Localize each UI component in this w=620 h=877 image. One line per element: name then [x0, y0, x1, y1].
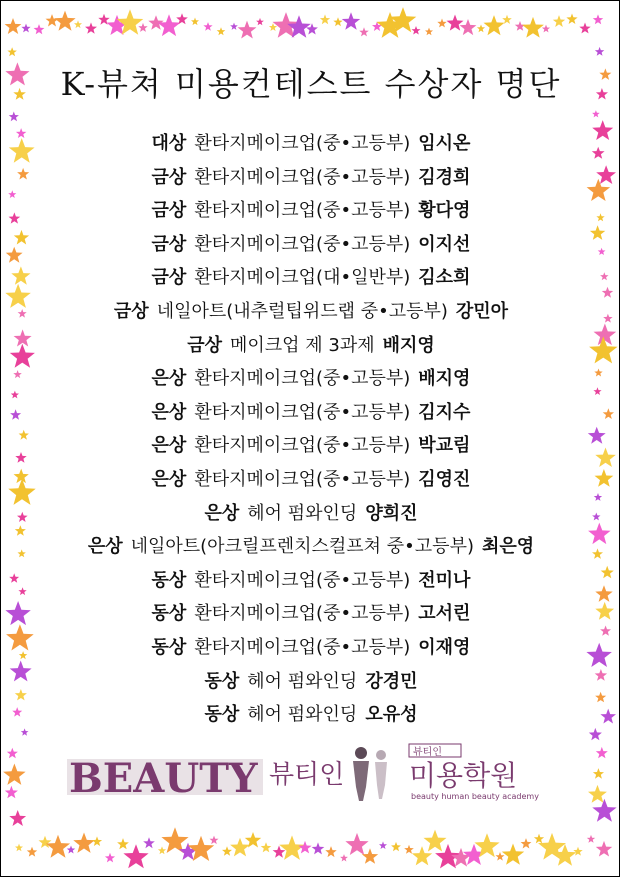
star-icon	[391, 842, 401, 851]
list-item	[21, 631, 601, 665]
star-icon	[230, 838, 250, 857]
star-icon	[447, 15, 464, 31]
award-label: 금상	[151, 200, 187, 222]
star-icon	[602, 287, 613, 298]
star-icon	[105, 853, 115, 863]
star-icon	[553, 15, 565, 27]
star-icon	[573, 847, 582, 856]
category-label: 환타지메이크업(중•고등부)	[194, 636, 411, 658]
star-icon	[502, 15, 512, 24]
category-label: 환타지메이크업(대•일반부)	[194, 267, 411, 289]
category-label: 헤어 펌와인딩	[247, 704, 358, 726]
star-icon	[123, 844, 148, 868]
logo-brand-text: BEAUTY	[69, 755, 258, 802]
star-icon	[600, 272, 608, 280]
star-icon	[601, 566, 614, 579]
star-icon	[7, 748, 18, 759]
list-item	[21, 429, 601, 463]
category-label: 환타지메이크업(중•고등부)	[194, 468, 411, 490]
star-icon	[342, 12, 360, 29]
star-icon	[333, 17, 342, 26]
logo-badge-text: 뷰티인	[413, 747, 442, 758]
winner-name: 최은영	[481, 536, 535, 558]
star-icon	[379, 841, 387, 849]
list-item	[21, 261, 601, 295]
list-item	[21, 463, 601, 497]
list-item	[21, 597, 601, 631]
star-icon	[138, 23, 147, 32]
winner-name: 전미나	[418, 569, 471, 591]
star-icon	[203, 22, 212, 31]
winner-name: 강경민	[365, 670, 418, 692]
award-label: 은상	[151, 368, 187, 390]
star-icon	[210, 836, 219, 845]
list-item	[21, 127, 601, 161]
academy-logo	[63, 739, 561, 803]
category-label: 환타지메이크업(중•고등부)	[194, 603, 411, 625]
star-icon	[222, 846, 232, 855]
category-label: 환타지메이크업(중•고등부)	[194, 166, 411, 188]
award-label: 은상	[151, 401, 187, 423]
star-icon	[27, 847, 37, 857]
winner-name: 배지영	[382, 334, 435, 356]
star-icon	[46, 14, 59, 26]
award-label: 은상	[151, 468, 187, 490]
star-icon	[437, 19, 446, 28]
list-item	[21, 564, 601, 598]
star-icon	[593, 14, 603, 24]
list-item	[21, 497, 601, 531]
star-icon	[54, 11, 75, 31]
award-label: 금상	[151, 166, 187, 188]
list-item	[21, 665, 601, 699]
list-item	[21, 329, 601, 363]
winner-name: 김경희	[418, 166, 471, 188]
star-icon	[477, 25, 485, 33]
winner-name: 오유성	[365, 704, 418, 726]
list-item	[21, 698, 601, 732]
winner-name: 고서린	[418, 603, 471, 625]
star-icon	[5, 18, 22, 34]
star-icon	[521, 838, 532, 848]
winner-name: 황다영	[418, 200, 471, 222]
star-icon	[593, 768, 604, 779]
star-icon	[10, 409, 21, 420]
award-label: 동상	[151, 569, 187, 591]
star-icon	[312, 842, 325, 854]
winner-name: 양희진	[365, 502, 418, 524]
star-icon	[579, 23, 590, 34]
star-icon	[143, 837, 155, 848]
star-icon	[359, 27, 369, 36]
star-icon	[92, 836, 102, 846]
star-icon	[74, 20, 82, 28]
star-icon	[325, 846, 336, 857]
award-label: 동상	[151, 636, 187, 658]
award-label: 은상	[87, 536, 123, 558]
star-icon	[7, 47, 17, 56]
category-label: 환타지메이크업(중•고등부)	[194, 233, 411, 255]
award-label: 동상	[204, 670, 240, 692]
list-item	[21, 362, 601, 396]
award-label: 금상	[113, 300, 149, 322]
star-icon	[15, 844, 23, 852]
star-icon	[158, 846, 166, 854]
award-label: 동상	[204, 704, 240, 726]
star-icon	[522, 17, 544, 38]
category-label: 헤어 펌와인딩	[247, 670, 358, 692]
star-icon	[238, 21, 257, 39]
star-icon	[362, 848, 378, 864]
winner-name: 박교림	[418, 435, 471, 457]
winner-name: 김소희	[418, 267, 471, 289]
star-icon	[191, 18, 199, 26]
award-label: 동상	[151, 603, 187, 625]
page-title: K-뷰쳐 미용컨테스트 수상자 명단	[60, 65, 562, 103]
list-item	[21, 161, 601, 195]
star-icon	[566, 14, 577, 25]
list-item	[21, 295, 601, 329]
star-icon	[261, 842, 272, 852]
star-icon	[11, 391, 19, 399]
award-label: 금상	[151, 233, 187, 255]
category-label: 환타지메이크업(중•고등부)	[194, 569, 411, 591]
winner-name: 배지영	[418, 368, 471, 390]
star-icon	[596, 841, 612, 857]
star-icon	[600, 626, 611, 636]
star-icon	[117, 838, 129, 849]
category-label: 네일아트(아크릴프렌치스컬프쳐 중•고등부)	[130, 536, 474, 558]
winner-list	[21, 127, 601, 732]
list-item	[21, 194, 601, 228]
star-icon	[603, 408, 614, 419]
star-icon	[5, 786, 18, 799]
star-icon	[542, 25, 550, 33]
star-icon	[9, 112, 19, 122]
star-icon	[412, 26, 421, 35]
winner-name: 이재영	[418, 636, 471, 658]
list-item	[21, 396, 601, 430]
category-label: 환타지메이크업(중•고등부)	[194, 200, 411, 222]
award-label: 은상	[151, 435, 187, 457]
logo-korean-left: 뷰티인	[269, 760, 345, 790]
category-label: 네일아트(내추럴팁위드랩 중•고등부)	[156, 300, 448, 322]
star-icon	[404, 845, 414, 854]
award-label: 대상	[151, 133, 187, 154]
star-icon	[230, 23, 238, 30]
award-label: 은상	[204, 502, 240, 524]
star-icon	[484, 15, 505, 35]
star-icon	[21, 24, 30, 33]
star-icon	[496, 852, 505, 861]
star-icon	[425, 28, 433, 36]
category-label: 메이크업 제 3과제	[229, 334, 375, 356]
star-icon	[9, 573, 19, 583]
star-icon	[9, 212, 21, 223]
star-icon	[603, 314, 612, 323]
category-label: 환타지메이크업(중•고등부)	[194, 401, 411, 423]
star-icon	[46, 835, 70, 858]
category-label: 환타지메이크업(중•고등부)	[194, 435, 411, 457]
star-icon	[3, 764, 26, 785]
star-icon	[73, 833, 94, 853]
star-icon	[424, 830, 447, 852]
winner-name: 임시온	[418, 133, 471, 154]
star-icon	[595, 47, 604, 56]
winner-name: 강민아	[455, 300, 509, 322]
list-item	[21, 228, 601, 262]
star-icon	[502, 844, 524, 865]
star-icon	[67, 846, 75, 854]
star-icon	[534, 834, 544, 844]
star-icon	[592, 799, 616, 822]
logo-tagline: beauty human beauty academy	[411, 792, 539, 801]
logo-korean-right: 미용학원	[409, 759, 518, 792]
winner-name: 김지수	[418, 401, 471, 423]
star-icon	[587, 835, 595, 843]
award-label: 금상	[187, 334, 222, 356]
star-icon	[345, 833, 368, 855]
star-icon	[256, 18, 264, 25]
star-icon	[340, 854, 348, 861]
category-label: 환타지메이크업(중•고등부)	[194, 133, 411, 154]
star-icon	[85, 22, 97, 33]
list-item	[21, 530, 601, 564]
winner-name: 이지선	[418, 233, 471, 255]
star-icon	[600, 709, 616, 724]
star-icon	[34, 24, 45, 34]
star-icon	[596, 747, 608, 758]
star-icon	[298, 841, 311, 854]
star-icon	[320, 14, 330, 24]
winner-name: 김영진	[418, 468, 471, 490]
star-icon	[592, 110, 600, 117]
category-label: 환타지메이크업(중•고등부)	[194, 368, 411, 390]
star-icon	[9, 810, 26, 826]
star-icon	[217, 27, 226, 35]
award-label: 금상	[151, 267, 187, 289]
star-icon	[8, 190, 16, 198]
category-label: 헤어 펌와인딩	[247, 502, 358, 524]
